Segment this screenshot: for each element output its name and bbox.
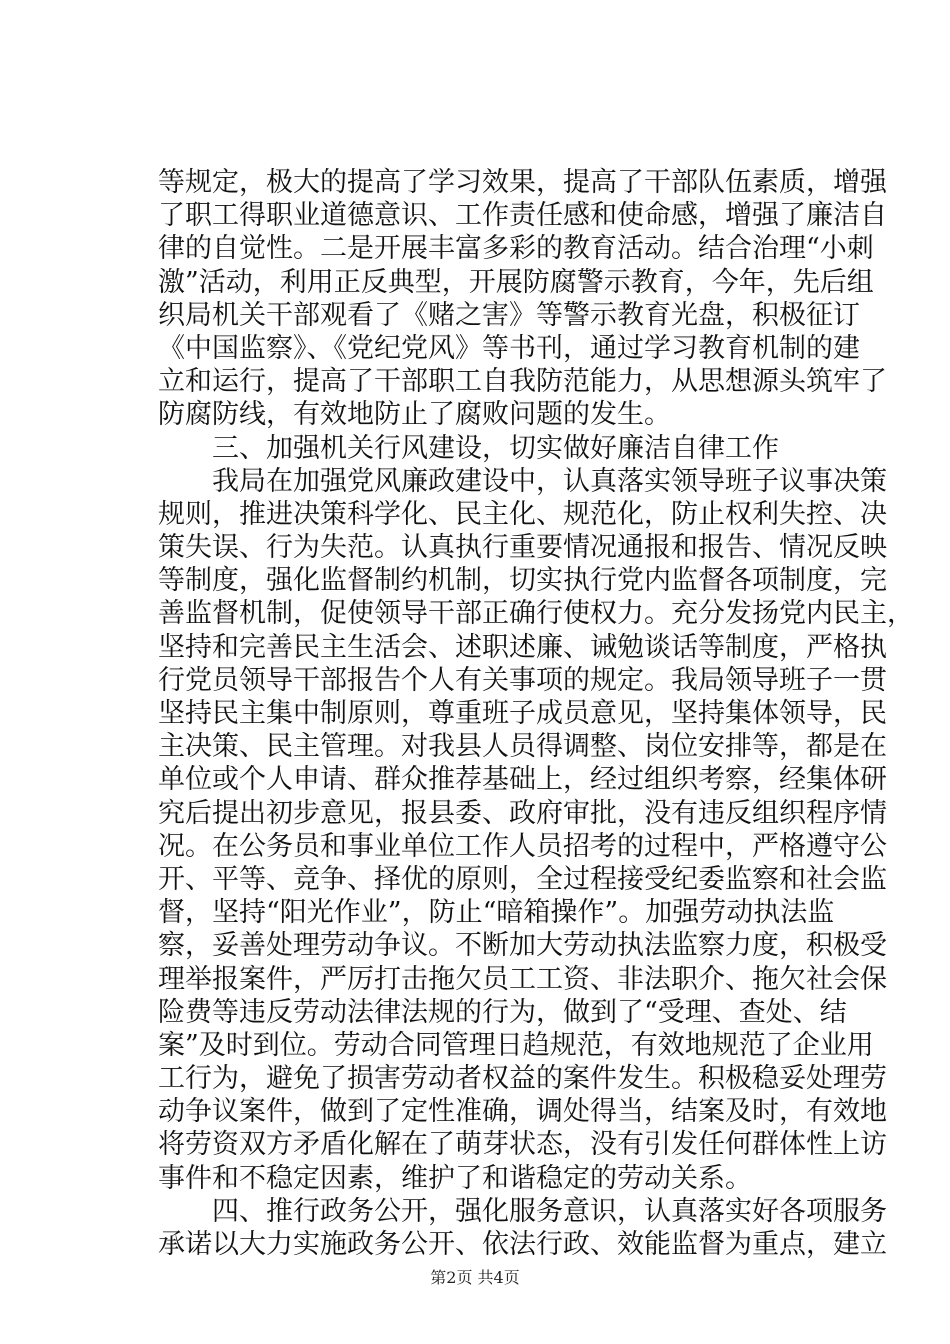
text-line: 等制度，强化监督制约机制，切实执行党内监督各项制度，完	[158, 565, 887, 597]
page-number: 第2页 共4页	[430, 1268, 520, 1287]
text-line: 况。在公务员和事业单位工作人员招考的过程中，严格遵守公	[158, 830, 887, 862]
text-line: 督，坚持“阳光作业”，防止“暗箱操作”。加强劳动执法监	[158, 897, 835, 929]
section-heading: 四、推行政务公开，强化服务意识，认真落实好各项服务	[212, 1195, 887, 1227]
text-line: 主决策、民主管理。对我县人员得调整、岗位安排等，都是在	[158, 731, 887, 763]
text-line: 承诺以大力实施政务公开、依法行政、效能监督为重点，建立	[158, 1229, 887, 1260]
text-line: 坚持民主集中制原则，尊重班子成员意见，坚持集体领导，民	[158, 698, 887, 729]
text-line: 单位或个人申请、群众推荐基础上，经过组织考察，经集体研	[158, 764, 887, 796]
text-line: 案”及时到位。劳动合同管理日趋规范，有效地规范了企业用	[158, 1029, 874, 1061]
text-line: 防腐防线，有效地防止了腐败问题的发生。	[158, 399, 671, 431]
text-line: 将劳资双方矛盾化解在了萌芽状态，没有引发任何群体性上访	[158, 1129, 887, 1161]
text-line: 善监督机制，促使领导干部正确行使权力。充分发扬党内民主，	[158, 598, 914, 630]
text-line: 规则，推进决策科学化、民主化、规范化，防止权利失控、决	[158, 498, 887, 530]
text-line: 究后提出初步意见，报县委、政府审批，没有违反组织程序情	[158, 797, 887, 829]
text-line: 坚持和完善民主生活会、述职述廉、诫勉谈话等制度，严格执	[158, 631, 887, 663]
text-line: 我局在加强党风廉政建设中，认真落实领导班子议事决策	[212, 465, 887, 497]
text-line: 动争议案件，做到了定性准确，调处得当，结案及时，有效地	[158, 1096, 887, 1128]
text-line: 了职工得职业道德意识、工作责任感和使命感，增强了廉洁自	[158, 200, 887, 232]
text-line: 理举报案件，严厉打击拖欠员工工资、非法职介、拖欠社会保	[158, 963, 887, 995]
text-line: 《中国监察》、《党纪党风》等书刊，通过学习教育机制的建	[158, 332, 860, 364]
text-line: 开、平等、竞争、择优的原则，全过程接受纪委监察和社会监	[158, 863, 887, 895]
section-heading: 三、加强机关行风建设，切实做好廉洁自律工作	[212, 432, 779, 464]
text-line: 事件和不稳定因素，维护了和谐稳定的劳动关系。	[158, 1162, 752, 1194]
text-line: 织局机关干部观看了《赌之害》等警示教育光盘，积极征订	[158, 299, 860, 331]
text-line: 立和运行，提高了干部职工自我防范能力，从思想源头筑牢了	[158, 366, 887, 398]
text-line: 工行为，避免了损害劳动者权益的案件发生。积极稳妥处理劳	[158, 1063, 887, 1095]
text-line: 策失误、行为失范。认真执行重要情况通报和报告、情况反映	[158, 532, 887, 564]
text-line: 行党员领导干部报告个人有关事项的规定。我局领导班子一贯	[158, 664, 887, 696]
document-body	[158, 166, 914, 1261]
text-line: 激”活动，利用正反典型，开展防腐警示教育，今年，先后组	[158, 266, 874, 298]
text-line: 察，妥善处理劳动争议。不断加大劳动执法监察力度，积极受	[158, 930, 887, 962]
text-line: 险费等违反劳动法律法规的行为，做到了“受理、查处、结	[158, 996, 847, 1028]
text-line: 等规定，极大的提高了学习效果，提高了干部队伍素质，增强	[158, 167, 887, 198]
text-line: 律的自觉性。二是开展丰富多彩的教育活动。结合治理“小刺	[158, 233, 874, 265]
